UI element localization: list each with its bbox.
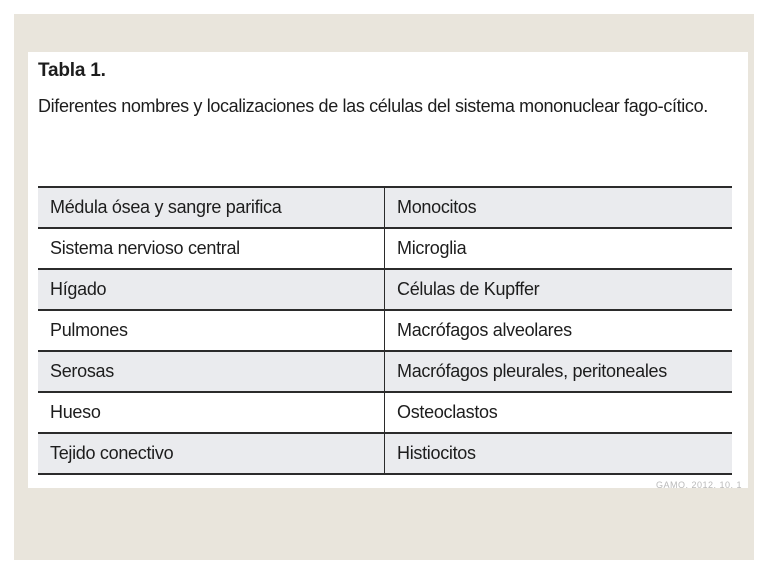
cell-name-cell: Macrófagos pleurales, peritoneales — [385, 351, 733, 392]
table-row — [38, 269, 732, 310]
location-cell: Sistema nervioso central — [38, 228, 385, 269]
cell-name-cell: Microglia — [385, 228, 733, 269]
cell-name-cell: Osteoclastos — [385, 392, 733, 433]
slide-card — [28, 52, 748, 488]
table-row — [38, 228, 732, 269]
location-cell: Pulmones — [38, 310, 385, 351]
cell-name-cell: Histiocitos — [385, 433, 733, 474]
location-cell: Tejido conectivo — [38, 433, 385, 474]
cell-name-cell: Monocitos — [385, 187, 733, 228]
table-row — [38, 310, 732, 351]
location-cell: Serosas — [38, 351, 385, 392]
cell-name-cell: Células de Kupffer — [385, 269, 733, 310]
table-row — [38, 187, 732, 228]
table-title: Tabla 1. — [38, 60, 106, 81]
table-row — [38, 351, 732, 392]
location-cell: Hueso — [38, 392, 385, 433]
table-row — [38, 433, 732, 474]
cell-location-table — [38, 186, 732, 475]
location-cell: Médula ósea y sangre parifica — [38, 187, 385, 228]
source-watermark: GAMO. 2012. 10. 1 — [655, 480, 742, 488]
location-cell: Hígado — [38, 269, 385, 310]
table-row — [38, 392, 732, 433]
cell-name-cell: Macrófagos alveolares — [385, 310, 733, 351]
table-caption: Diferentes nombres y localizaciones de las células del sistema mononuclear fago-cítico. — [38, 96, 708, 116]
